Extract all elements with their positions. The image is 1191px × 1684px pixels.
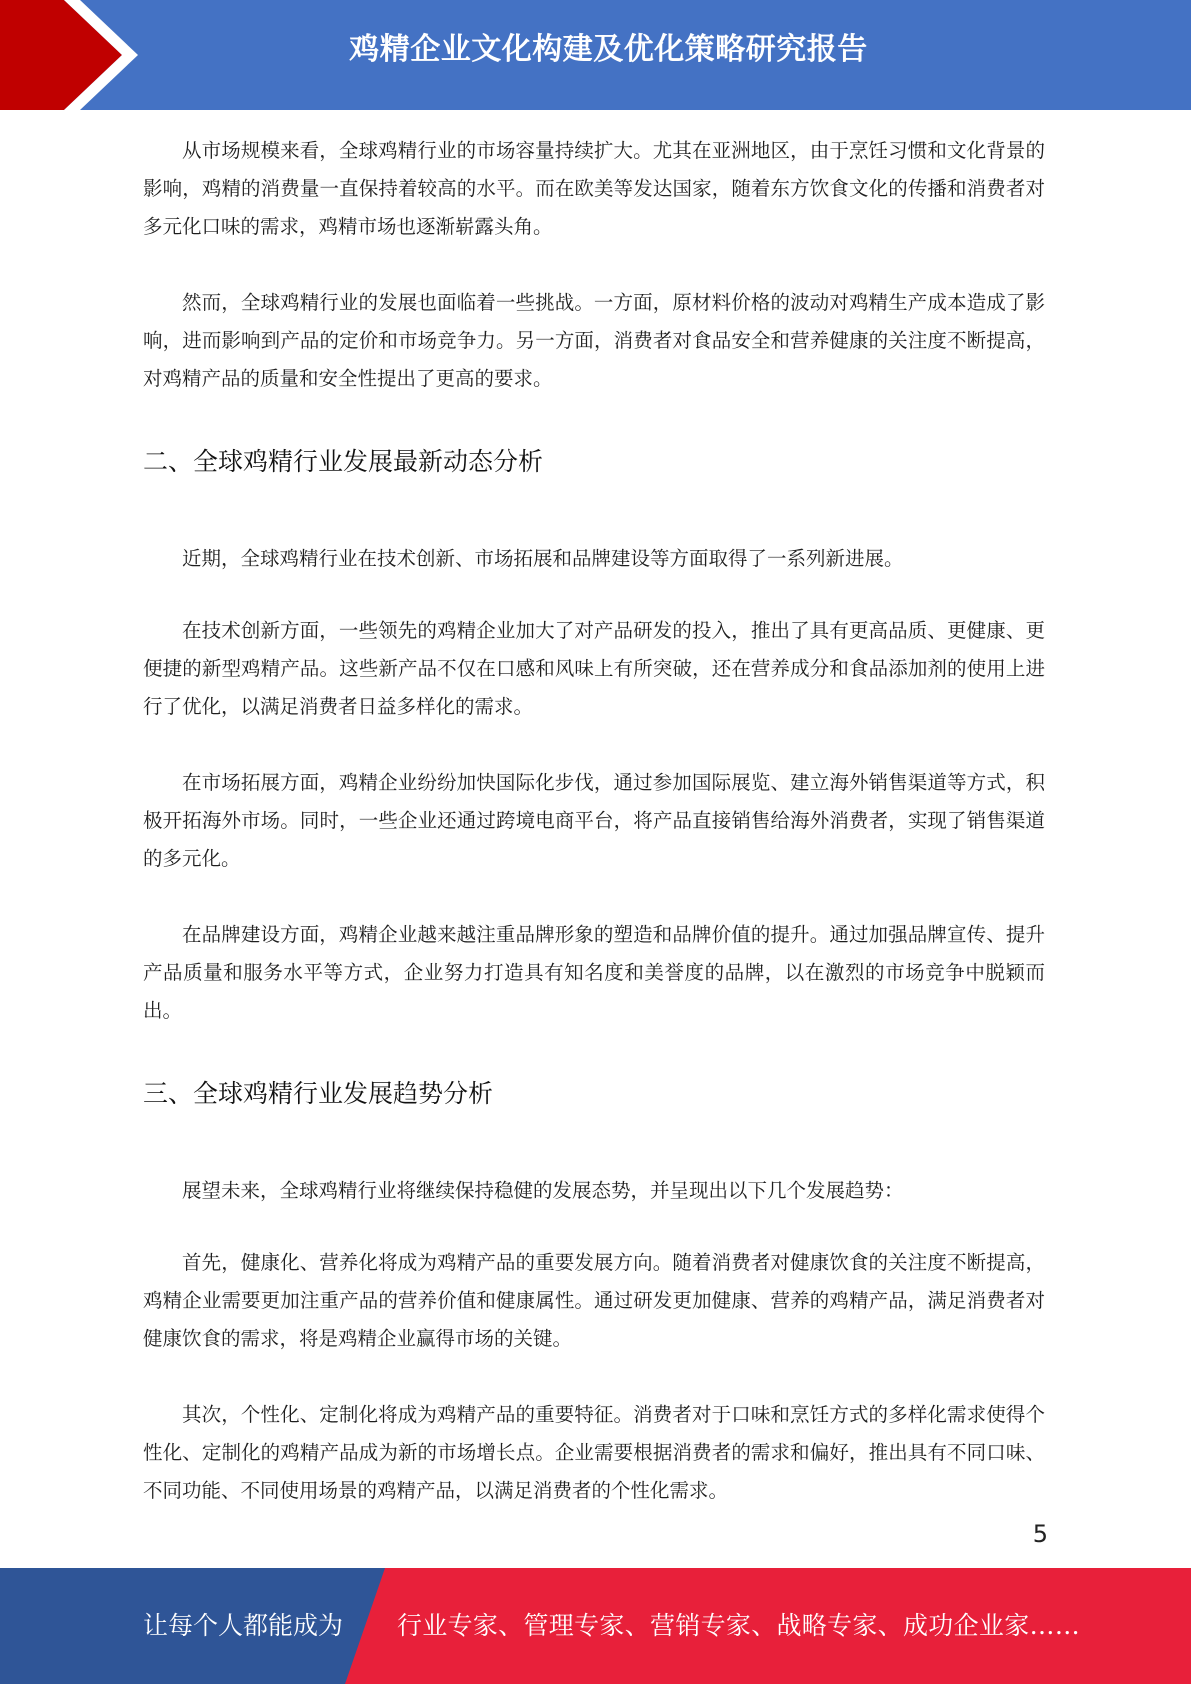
paragraph-brand-building: 在品牌建设方面，鸡精企业越来越注重品牌形象的塑造和品牌价值的提升。通过加强品牌宣传、提升产品质量和服务水平等方式，企业努力打造具有知名度和美誉度的品牌，以在激烈的市场竞争中脱颖而出。	[143, 923, 1045, 1022]
footer-slogan-right: 行业专家、管理专家、营销专家、战略专家、成功企业家……	[397, 1611, 1081, 1640]
header-banner	[0, 0, 1191, 110]
footer-slogan-left: 让每个人都能成为	[143, 1611, 344, 1640]
paragraph-challenges: 然而，全球鸡精行业的发展也面临着一些挑战。一方面，原材料价格的波动对鸡精生产成本造成了影响，进而影响到产品的定价和市场竞争力。另一方面，消费者对食品安全和营养健康的关注度不断提高，对鸡精产品的质量和安全性提出了更高的要求。	[143, 291, 1045, 390]
paragraph-tech-innovation: 在技术创新方面，一些领先的鸡精企业加大了对产品研发的投入，推出了具有更高品质、更健康、更便捷的新型鸡精产品。这些新产品不仅在口感和风味上有所突破，还在营养成分和食品添加剂的使用上进行了优化，以满足消费者日益多样化的需求。	[143, 619, 1045, 718]
paragraph-recent-progress: 近期，全球鸡精行业在技术创新、市场拓展和品牌建设等方面取得了一系列新进展。	[182, 547, 904, 570]
paragraph-market-scale: 从市场规模来看，全球鸡精行业的市场容量持续扩大。尤其在亚洲地区，由于烹饪习惯和文化背景的影响，鸡精的消费量一直保持着较高的水平。而在欧美等发达国家，随着东方饮食文化的传播和消费者对多元化口味的需求，鸡精市场也逐渐崭露头角。	[143, 139, 1045, 238]
section-heading-3: 三、全球鸡精行业发展趋势分析	[143, 1079, 494, 1108]
main-content	[143, 132, 1045, 1510]
footer-banner	[0, 1568, 1191, 1684]
section-heading-2: 二、全球鸡精行业发展最新动态分析	[143, 447, 544, 476]
paragraph-health-trend: 首先，健康化、营养化将成为鸡精产品的重要发展方向。随着消费者对健康饮食的关注度不断提高，鸡精企业需要更加注重产品的营养价值和健康属性。通过研发更加健康、营养的鸡精产品，满足消费者对健康饮食的需求，将是鸡精企业赢得市场的关键。	[143, 1251, 1045, 1350]
page-number: 5	[1032, 1520, 1048, 1548]
paragraph-outlook: 展望未来，全球鸡精行业将继续保持稳健的发展态势，并呈现出以下几个发展趋势：	[182, 1179, 904, 1202]
document-title: 鸡精企业文化构建及优化策略研究报告	[349, 32, 868, 67]
paragraph-market-expansion: 在市场拓展方面，鸡精企业纷纷加快国际化步伐，通过参加国际展览、建立海外销售渠道等方式，积极开拓海外市场。同时，一些企业还通过跨境电商平台，将产品直接销售给海外消费者，实现了销售渠道的多元化。	[143, 771, 1045, 870]
paragraph-personalization-trend: 其次，个性化、定制化将成为鸡精产品的重要特征。消费者对于口味和烹饪方式的多样化需求使得个性化、定制化的鸡精产品成为新的市场增长点。企业需要根据消费者的需求和偏好，推出具有不同口味、不同功能、不同使用场景的鸡精产品，以满足消费者的个性化需求。	[143, 1403, 1045, 1502]
